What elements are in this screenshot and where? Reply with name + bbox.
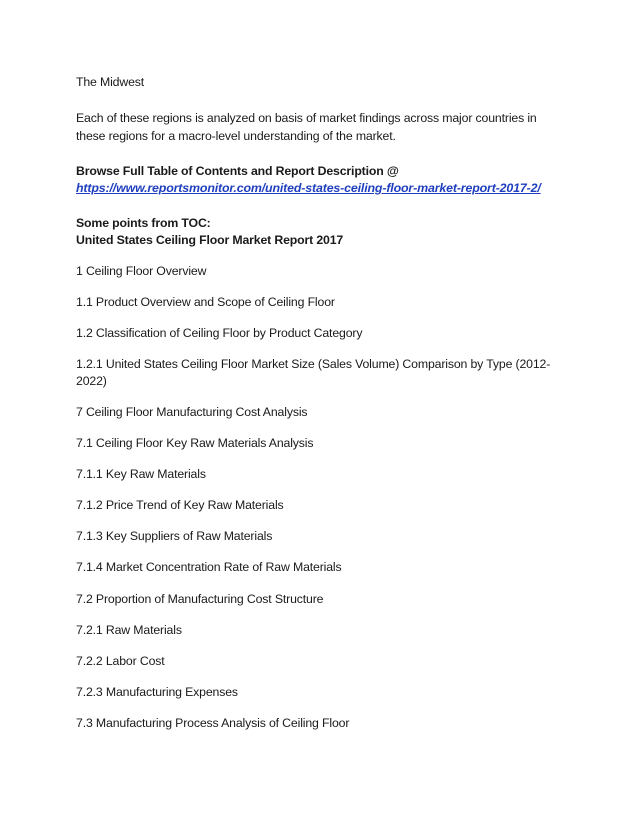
- intro-line-2: these regions for a macro-level understanding of the market.: [76, 129, 396, 143]
- toc-item: 7.1.4 Market Concentration Rate of Raw Materials: [76, 560, 342, 574]
- toc-item-continuation: 2022): [76, 374, 107, 388]
- report-title: United States Ceiling Floor Market Report 2017: [76, 233, 344, 247]
- toc-item: 7.2.1 Raw Materials: [76, 623, 182, 637]
- toc-item: 7.1 Ceiling Floor Key Raw Materials Analysis: [76, 436, 314, 450]
- toc-item: 7.1.3 Key Suppliers of Raw Materials: [76, 529, 273, 543]
- region-heading: The Midwest: [76, 75, 145, 89]
- toc-item: 7 Ceiling Floor Manufacturing Cost Analysis: [76, 405, 308, 419]
- toc-heading: Some points from TOC:: [76, 216, 211, 230]
- toc-item: 1.1 Product Overview and Scope of Ceiling Floor: [76, 295, 335, 309]
- report-link[interactable]: https://www.reportsmonitor.com/united-states-ceiling-floor-market-report-2017-2/: [76, 181, 541, 195]
- toc-item: 7.2.3 Manufacturing Expenses: [76, 685, 238, 699]
- browse-label: Browse Full Table of Contents and Report Description @: [76, 164, 399, 178]
- toc-item: 7.1.1 Key Raw Materials: [76, 467, 206, 481]
- toc-item: 7.2.2 Labor Cost: [76, 654, 165, 668]
- toc-item: 1.2.1 United States Ceiling Floor Market Size (Sales Volume) Comparison by Type (2012-: [76, 357, 551, 371]
- toc-item: 7.3 Manufacturing Process Analysis of Ceiling Floor: [76, 716, 350, 730]
- toc-item: 1 Ceiling Floor Overview: [76, 264, 207, 278]
- toc-item: 7.1.2 Price Trend of Key Raw Materials: [76, 498, 284, 512]
- toc-item: 7.2 Proportion of Manufacturing Cost Structure: [76, 592, 324, 606]
- toc-item: 1.2 Classification of Ceiling Floor by Product Category: [76, 326, 363, 340]
- intro-line-1: Each of these regions is analyzed on basis of market findings across major countries in: [76, 111, 537, 125]
